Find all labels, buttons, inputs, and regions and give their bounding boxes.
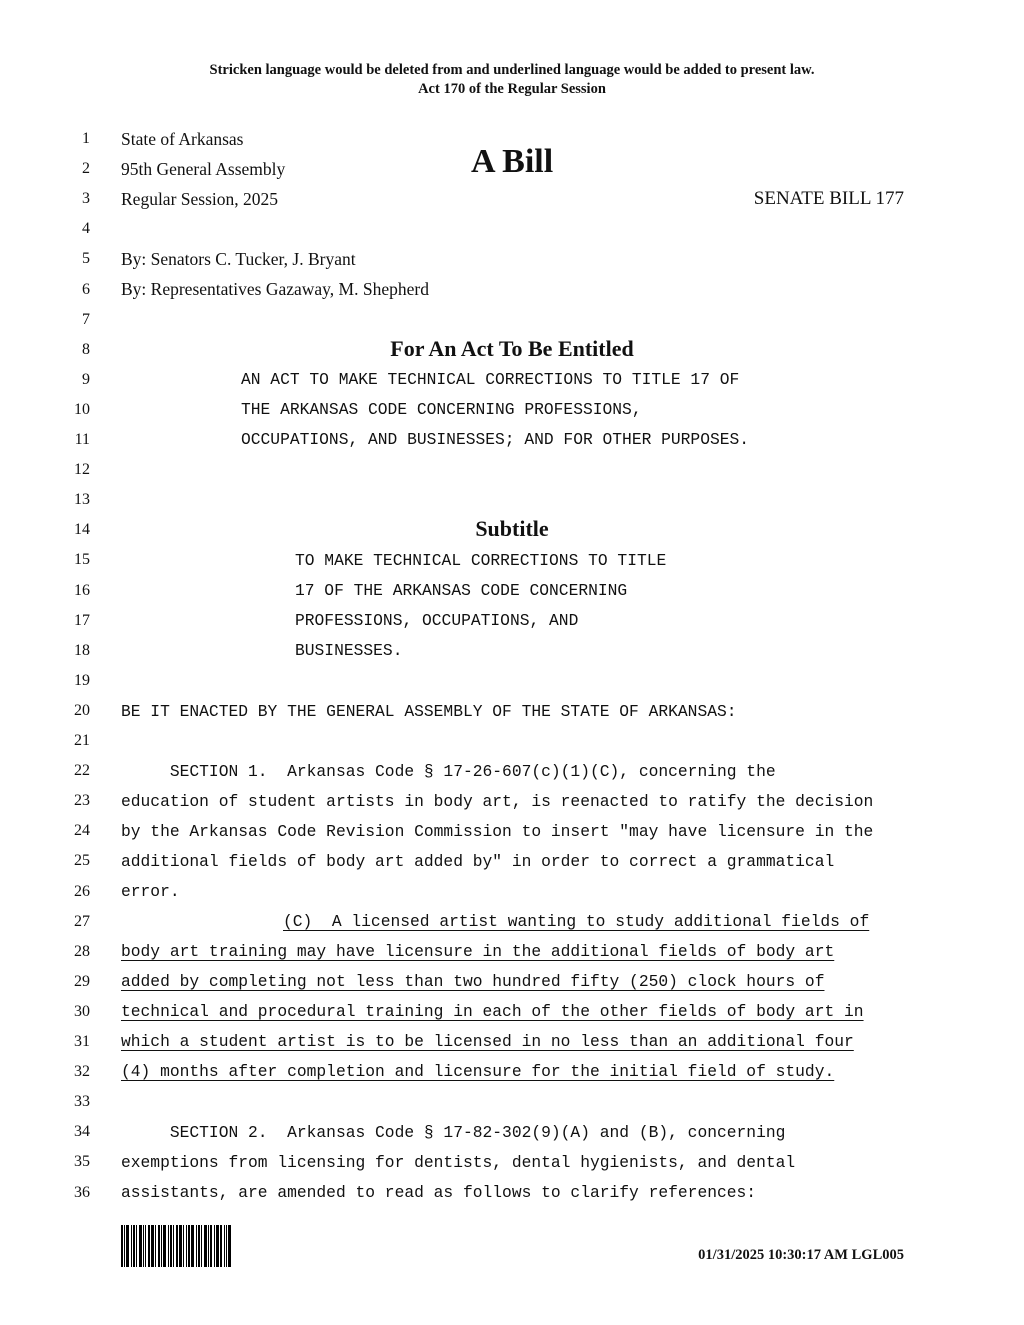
- added-language-line: (C) A licensed artist wanting to study additional fields of: [283, 912, 870, 931]
- line-number: 27: [74, 912, 90, 930]
- section2-line: SECTION 2. Arkansas Code § 17-82-302(9)(A) and (B), concerning: [121, 1123, 786, 1142]
- line-number: 35: [74, 1153, 90, 1171]
- section1-line: error.: [121, 882, 180, 901]
- section1-line: by the Arkansas Code Revision Commission to insert "may have licensure in the: [121, 822, 874, 841]
- line-number: 11: [74, 431, 90, 448]
- line-number: 24: [74, 822, 90, 840]
- subtitle-heading: Subtitle: [475, 516, 549, 541]
- subtitle-line: 17 OF THE ARKANSAS CODE CONCERNING: [295, 581, 628, 600]
- line-number: 6: [82, 280, 90, 298]
- general-assembly: 95th General Assembly: [121, 159, 286, 179]
- added-language-line: technical and procedural training in each of the other fields of body art in: [121, 1002, 864, 1021]
- line-number: 10: [74, 400, 90, 418]
- entitled-line: AN ACT TO MAKE TECHNICAL CORRECTIONS TO TITLE 17 OF: [241, 370, 740, 389]
- added-language-line: (4) months after completion and licensure for the initial field of study.: [121, 1062, 835, 1081]
- added-language-line: added by completing not less than two hundred fifty (250) clock hours of: [121, 972, 825, 991]
- line-number: 26: [74, 882, 90, 900]
- line-number: 25: [74, 852, 90, 870]
- line-number: 4: [82, 220, 90, 238]
- session-name: Regular Session, 2025: [121, 189, 279, 209]
- section2-line: exemptions from licensing for dentists, dental hygienists, and dental: [121, 1153, 796, 1172]
- line-number: 14: [74, 521, 90, 539]
- line-number: 33: [74, 1093, 90, 1111]
- header-notice: Stricken language would be deleted from and underlined language would be added to present law.: [209, 62, 815, 78]
- added-language-line: body art training may have licensure in the additional fields of body art: [121, 942, 835, 961]
- footer-timestamp: 01/31/2025 10:30:17 AM LGL005: [698, 1247, 904, 1263]
- senate-sponsors: By: Senators C. Tucker, J. Bryant: [121, 249, 356, 269]
- line-number: 31: [74, 1033, 90, 1050]
- line-number: 3: [82, 190, 90, 208]
- line-number: 30: [74, 1002, 90, 1020]
- bill-number: SENATE BILL 177: [753, 188, 904, 209]
- subtitle-line: BUSINESSES.: [295, 641, 403, 660]
- line-number: 12: [74, 461, 90, 479]
- barcode-image: [121, 1225, 249, 1267]
- line-number: 9: [82, 370, 90, 388]
- subtitle-line: TO MAKE TECHNICAL CORRECTIONS TO TITLE: [295, 551, 667, 570]
- line-number: 34: [74, 1123, 90, 1141]
- section1-line: additional fields of body art added by" in order to correct a grammatical: [121, 852, 835, 871]
- line-number: 19: [74, 671, 90, 689]
- bill-title: A Bill: [471, 143, 554, 180]
- entitled-line: OCCUPATIONS, AND BUSINESSES; AND FOR OTHER PURPOSES.: [241, 430, 750, 449]
- line-number: 20: [74, 701, 90, 719]
- line-number: 15: [74, 551, 90, 569]
- enacting-clause: BE IT ENACTED BY THE GENERAL ASSEMBLY OF THE STATE OF ARKANSAS:: [121, 702, 737, 721]
- line-number: 8: [82, 340, 90, 358]
- subtitle-line: PROFESSIONS, OCCUPATIONS, AND: [295, 611, 579, 630]
- line-number: 23: [74, 792, 90, 810]
- line-number: 22: [74, 762, 90, 780]
- line-number: 18: [74, 641, 90, 659]
- line-number: 7: [82, 310, 90, 328]
- line-number: 2: [82, 160, 90, 178]
- line-number: 29: [74, 972, 90, 990]
- added-language-line: which a student artist is to be licensed in no less than an additional four: [121, 1032, 854, 1051]
- line-number: 16: [74, 581, 90, 599]
- section2-line: assistants, are amended to read as follows to clarify references:: [121, 1183, 757, 1202]
- entitled-heading: For An Act To Be Entitled: [390, 336, 634, 361]
- line-number: 17: [74, 611, 90, 629]
- entitled-line: THE ARKANSAS CODE CONCERNING PROFESSIONS,: [241, 400, 642, 419]
- line-number: 13: [74, 491, 90, 509]
- line-number: 32: [74, 1063, 90, 1081]
- state-name: State of Arkansas: [121, 129, 244, 149]
- house-sponsors: By: Representatives Gazaway, M. Shepherd: [121, 279, 429, 299]
- line-number: 28: [74, 942, 90, 960]
- line-number: 1: [82, 130, 90, 147]
- section1-line: education of student artists in body art, is reenacted to ratify the decision: [121, 792, 874, 811]
- line-number: 5: [82, 250, 90, 268]
- header-act-number: Act 170 of the Regular Session: [418, 81, 606, 97]
- line-number: 21: [74, 732, 90, 749]
- section1-line: SECTION 1. Arkansas Code § 17-26-607(c)(1)(C), concerning the: [121, 762, 776, 781]
- line-number: 36: [74, 1183, 90, 1201]
